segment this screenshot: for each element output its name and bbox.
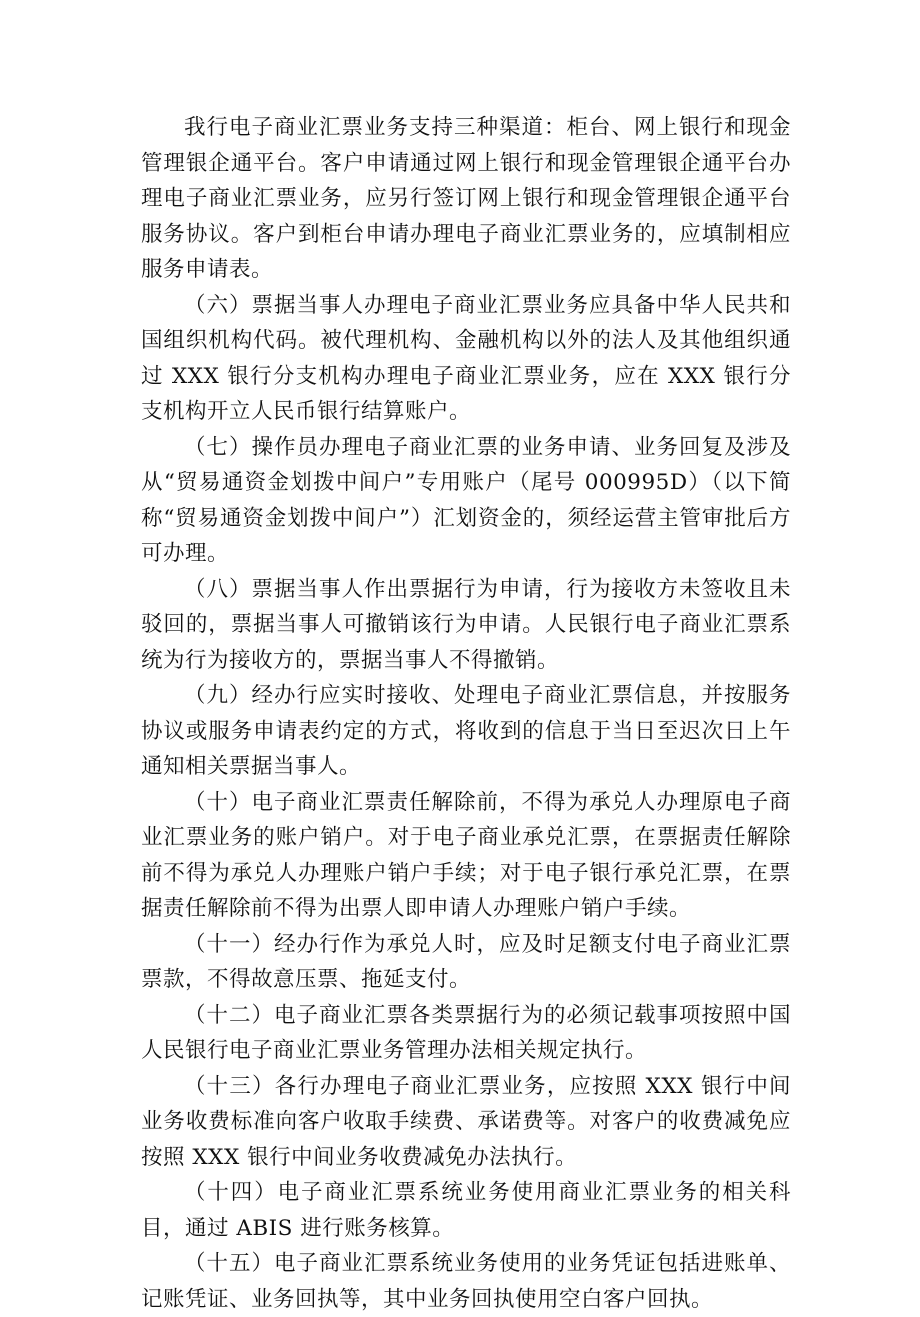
paragraph-15: （十五）电子商业汇票系统业务使用的业务凭证包括进账单、记账凭证、业务回执等，其中业务回执使用空白客户回执。 (141, 1251, 791, 1312)
paragraph-9: （九）经办行应实时接收、处理电子商业汇票信息，并按服务协议或服务申请表约定的方式，将收到的信息于当日至迟次日上午通知相关票据当事人。 (141, 683, 791, 779)
paragraph-13: （十三）各行办理电子商业汇票业务，应按照 XXX 银行中间业务收费标准向客户收取手续费、承诺费等。对客户的收费减免应按照 XXX 银行中间业务收费减免办法执行。 (141, 1073, 791, 1170)
paragraph-12: （十二）电子商业汇票各类票据行为的必须记载事项按照中国人民银行电子商业汇票业务管理办法相关规定执行。 (141, 1002, 791, 1063)
paragraph-14: （十四）电子商业汇票系统业务使用商业汇票业务的相关科目，通过 ABIS 进行账务核算。 (141, 1180, 791, 1241)
paragraph-8: （八）票据当事人作出票据行为申请，行为接收方未签收且未驳回的，票据当事人可撤销该行为申请。人民银行电子商业汇票系统为行为接收方的，票据当事人不得撤销。 (141, 576, 791, 673)
paragraph-6: （六）票据当事人办理电子商业汇票业务应具备中华人民共和国组织机构代码。被代理机构、金融机构以外的法人及其他组织通过 XXX 银行分支机构办理电子商业汇票业务，应在 XXX 银行分支机构开立人民币银行结算账户。 (141, 292, 791, 424)
paragraph-11: （十一）经办行作为承兑人时，应及时足额支付电子商业汇票票款，不得故意压票、拖延支付。 (141, 931, 791, 992)
paragraph-10: （十）电子商业汇票责任解除前，不得为承兑人办理原电子商业汇票业务的账户销户。对于电子商业承兑汇票，在票据责任解除前不得为承兑人办理账户销户手续；对于电子银行承兑汇票，在票据责任解除前不得为出票人即申请人办理账户销户手续。 (141, 789, 791, 921)
document-body (141, 110, 791, 1317)
paragraph-channels: 我行电子商业汇票业务支持三种渠道：柜台、网上银行和现金管理银企通平台。客户申请通过网上银行和现金管理银企通平台办理电子商业汇票业务，应另行签订网上银行和现金管理银企通平台服务协议。客户到柜台申请办理电子商业汇票业务的，应填制相应服务申请表。 (141, 115, 791, 282)
paragraph-7: （七）操作员办理电子商业汇票的业务申请、业务回复及涉及从“贸易通资金划拨中间户”专用账户（尾号 000995D）（以下简称“贸易通资金划拨中间户”）汇划资金的，须经运营主管审批后方可办理。 (141, 434, 791, 566)
